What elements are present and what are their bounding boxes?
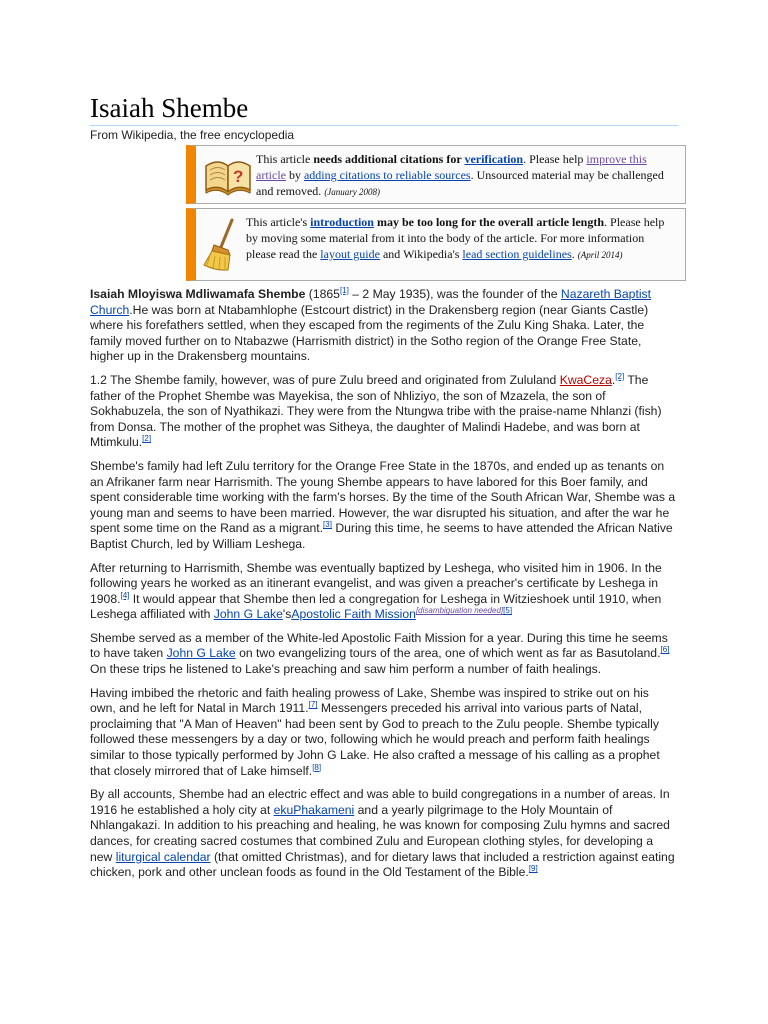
body-text: 's <box>282 607 292 622</box>
citation-link[interactable]: [4] <box>120 590 130 600</box>
citation-ref[interactable] <box>503 606 512 615</box>
paragraph-5 <box>90 631 678 678</box>
john-g-lake-link[interactable]: John G Lake <box>213 607 283 622</box>
body-text: . <box>611 372 616 387</box>
citation-ref[interactable] <box>323 520 332 529</box>
title-divider <box>90 125 678 126</box>
notice-date: (January 2008) <box>324 187 381 197</box>
verification-link[interactable]: verification <box>464 152 524 166</box>
body-text: (1865 <box>305 287 340 301</box>
citation-ref[interactable] <box>312 763 321 772</box>
citation-link[interactable]: [6] <box>660 645 670 655</box>
broom-icon <box>202 217 242 273</box>
citation-link[interactable]: [7] <box>308 700 318 710</box>
paragraph-2 <box>90 373 678 451</box>
lead-length-notice-text <box>246 214 675 263</box>
paragraph-7 <box>90 787 678 881</box>
body-text: on two evangelizing tours of the area, one of which went as far as Basutoland. <box>235 646 661 661</box>
lead-section-guidelines-link[interactable]: lead section guidelines <box>462 247 572 261</box>
disambiguation-tag[interactable] <box>416 606 503 615</box>
notice-text: . Please help <box>523 152 587 166</box>
adding-citations-link[interactable]: adding citations to reliable sources <box>303 168 471 182</box>
body-text: It would appear that Shembe then led a congregation for Leshega in Witzieshoek until 1910, when Leshega affiliated with <box>90 591 662 622</box>
improve-article-link[interactable]: improve this article <box>256 152 647 182</box>
subject-name: Isaiah Mloyiswa Mdliwamafa Shembe <box>90 287 306 301</box>
nazareth-baptist-church-link[interactable]: Nazareth Baptist Church <box>90 287 652 317</box>
citation-notice-box <box>186 145 686 204</box>
body-text: and a yearly pilgrimage to the Holy Mountain of Nhlangakazi. In addition to his preaching and healing, he was known for composing Zulu hymns and sacred dances, for creating sacred costumes that combined Zulu and European clothing styles, for developing a new <box>90 802 670 864</box>
citation-ref[interactable] <box>340 286 349 295</box>
layout-guide-link[interactable]: layout guide <box>320 247 380 261</box>
body-text: The father of the Prophet Shembe was Mayekisa, the son of Nhliziyo, the son of Mzazela, the son of Sokhabuzela, the son of Nyathikazi. They were from the Ntungwa tribe with the praise-name Nhlanzi (fish) from Donsa. The mother of the prophet was Sitheya, the daughter of Malindi Hadebe, and was born at Mtimkulu. <box>90 372 662 450</box>
notice-text: This article <box>256 152 314 166</box>
body-text: Having imbibed the rhetoric and faith healing prowess of Lake, Shembe was inspired to strike out on his own, and he left for Natal in March 1911. <box>90 685 649 716</box>
apostolic-faith-mission-link[interactable]: Apostolic Faith Mission <box>291 607 416 622</box>
article-body <box>90 287 678 889</box>
kwaceza-link[interactable]: KwaCeza <box>559 372 612 387</box>
body-text: Messengers preceded his arrival into various parts of Natal, proclaiming that "A Man of Heaven" had been sent by God to preach to the Zulu people. Shembe typically followed these messengers by a day or two, following which he would preach and perform faith healings similar to those typically performed by John G Lake. He also crafted a message of his calling as a prophet that closely mirrored that of Lake himself. <box>90 701 660 778</box>
paragraph-3 <box>90 459 678 553</box>
disambiguation-needed-link[interactable]: [disambiguation needed] <box>415 606 504 616</box>
notice-text: This article's <box>246 215 311 229</box>
notice-text: . <box>571 247 578 261</box>
book-question-icon <box>202 152 254 198</box>
page-title: Isaiah Shembe <box>90 93 249 123</box>
liturgical-calendar-link[interactable]: liturgical calendar <box>115 849 211 864</box>
body-text: Shembe's family had left Zulu territory for the Orange Free State in the 1870s, and ended up as tenants on an Afrikaner farm near Harrismith. The young Shembe appears to have labored for this Boer family, and spent considerable time working with the farm's horses. By the time of the South African War, Shembe was a young man and seems to have been married. However, the war disrupted his situation, and after the war he spent some time on the Rand as a migrant. <box>90 458 676 536</box>
notice-text: and Wikipedia's <box>379 247 463 261</box>
body-text: – 2 May 1935), was the founder of the <box>348 287 561 301</box>
site-tagline: From Wikipedia, the free encyclopedia <box>90 128 295 142</box>
citation-ref[interactable] <box>660 645 669 654</box>
notice-bold-text: may be too long for the overall article length <box>373 215 605 229</box>
notice-bold-text: needs additional citations for <box>313 152 465 166</box>
body-text: By all accounts, Shembe had an electric effect and was able to build congregations in a number of areas. In 1916 he established a holy city at <box>90 787 670 817</box>
notice-text: by <box>285 168 304 182</box>
notice-date: (April 2014) <box>577 250 623 260</box>
svg-text:?: ? <box>233 167 244 186</box>
citation-ref[interactable] <box>529 864 538 873</box>
body-text: During this time, he seems to have attended the African Native Baptist Church, led by William Leshega. <box>90 521 673 551</box>
paragraph-1 <box>90 287 678 365</box>
body-text: (that omitted Christmas), and for dietary laws that included a restriction against eating chicken, pork and other unclean foods as found in the Old Testament of the Bible. <box>90 849 675 880</box>
body-text: Shembe served as a member of the White-led Apostolic Faith Mission for a year. During this time he seems to have taken <box>90 630 668 661</box>
body-text: 1.2 The Shembe family, however, was of pure Zulu breed and originated from Zululand <box>90 372 560 387</box>
citation-link[interactable]: [8] <box>312 762 322 772</box>
notice-text: . Please help by moving some material from it into the body of the article. For more information please read the <box>246 215 665 261</box>
citation-link[interactable]: [1] <box>339 285 349 295</box>
citation-link[interactable]: [2] <box>615 371 625 381</box>
body-text: After returning to Harrismith, Shembe was eventually baptized by Leshega, who visited him in 1906. In the following years he worked as an itinerant evangelist, and was given a preacher's certificate by Leshega in 1908. <box>90 560 662 606</box>
introduction-link[interactable]: introduction <box>310 215 374 229</box>
citation-ref[interactable] <box>142 434 151 443</box>
citation-link[interactable]: [2] <box>142 434 152 444</box>
citation-notice-text <box>256 151 675 200</box>
body-text: .He was born at Ntabamhlophe (Estcourt district) in the Drakensberg region (near Giants Castle) where his forefathers settled, when they escaped from the regiments of the Zulu King Shaka. Later, the family moved further on to Ntabazwe (Harrismith district) in the Sotho region of the Orange Free State, higher up in the Drakensberg mountains. <box>90 302 649 364</box>
citation-ref[interactable] <box>615 372 624 381</box>
paragraph-6 <box>90 686 678 780</box>
notice-text: . Unsourced material may be challenged and removed. <box>256 168 664 198</box>
citation-link[interactable]: [3] <box>323 520 332 530</box>
citation-link[interactable]: [5] <box>503 606 513 616</box>
citation-ref[interactable] <box>309 700 318 709</box>
john-g-lake-link[interactable]: John G Lake <box>166 646 236 661</box>
ekuphakameni-link[interactable]: ekuPhakameni <box>273 802 355 817</box>
citation-link[interactable]: [9] <box>528 864 538 874</box>
body-text: On these trips he listened to Lake's preaching and saw him perform a number of faith healings. <box>90 662 602 677</box>
lead-length-notice-box <box>186 208 686 281</box>
paragraph-4 <box>90 561 678 623</box>
